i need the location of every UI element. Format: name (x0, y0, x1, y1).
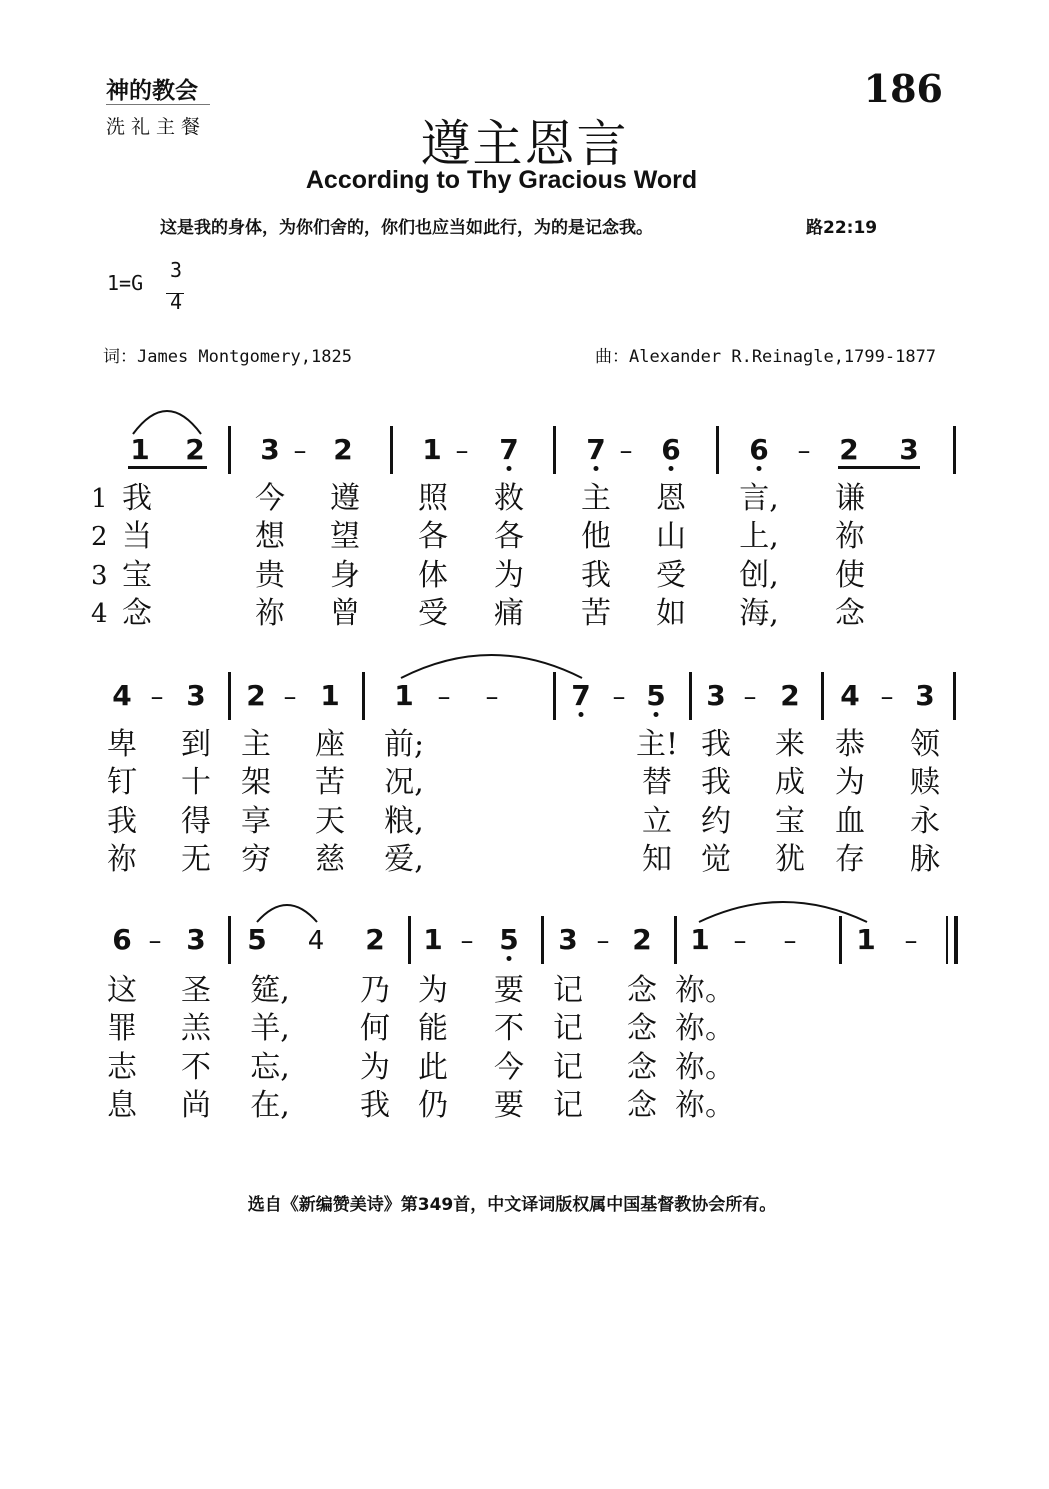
lyric-char: 记 (553, 1088, 583, 1123)
lyric-char: 领 (910, 727, 940, 762)
duration-dash: – (880, 682, 894, 712)
duration-dash: – (733, 926, 747, 956)
title-chinese: 遵主恩言 (420, 115, 629, 173)
lyric-char: 上, (739, 519, 779, 554)
duration-dash: – (150, 682, 164, 712)
lyric-char: 照 (418, 481, 448, 516)
lyric-char: 况, (384, 765, 424, 800)
duration-dash: – (619, 436, 633, 466)
lyric-char: 言, (739, 481, 779, 516)
note: 1 (320, 679, 340, 712)
lyric-char: 他 (581, 519, 611, 554)
lyric-char: 恭 (835, 727, 865, 762)
lyric-char: 宝 (122, 558, 152, 593)
lyric-char: 前; (383, 727, 425, 762)
lyric-char: 念 (122, 596, 152, 631)
note: 3 (915, 679, 935, 712)
lyric-char: 粮, (384, 804, 424, 839)
lyric-char: 永 (910, 804, 940, 839)
lyric-char: 如 (656, 596, 686, 631)
note: 3 (899, 433, 919, 466)
lyric-char: 享 (241, 804, 271, 839)
lyric-char: 痛 (494, 596, 524, 631)
lyric-char: 穷 (241, 842, 271, 877)
lyric-char: 曾 (330, 596, 360, 631)
duration-dash: – (596, 926, 610, 956)
duration-dash: – (743, 682, 757, 712)
lyric-char: 我 (122, 481, 152, 516)
lyric-char: 念 (627, 1050, 657, 1085)
lyric-char: 苦 (581, 596, 611, 631)
lyric-char: 要 (494, 1088, 524, 1123)
lyric-char: 望 (330, 519, 360, 554)
lyric-char: 为 (418, 973, 448, 1008)
lyric-char: 我 (701, 727, 731, 762)
lyric-char: 贵 (255, 558, 285, 593)
lyric-char: 记 (553, 973, 583, 1008)
duration-dash: – (148, 926, 162, 956)
lyric-char: 念 (627, 1011, 657, 1046)
note: 3 (186, 679, 206, 712)
slur (133, 411, 201, 434)
copyright-footer: 选自《新编赞美诗》第349首，中文译词版权属中国基督教协会所有。 (247, 1195, 777, 1215)
note: 2 (365, 923, 385, 956)
scripture-reference: 路22:19 (806, 218, 878, 238)
note: 2 (780, 679, 800, 712)
hymn-number: 186 (863, 66, 943, 111)
note: 1 (394, 679, 414, 712)
lyric-char: 到 (181, 727, 211, 762)
note: 7 (571, 679, 591, 712)
lyric-char: 十 (181, 765, 211, 800)
lyric-char: 山 (656, 519, 686, 554)
lyric-char: 使 (835, 558, 865, 593)
lyric-char: 要 (494, 973, 524, 1008)
lyric-char: 祢。 (675, 1011, 735, 1046)
lyric-char: 仍 (418, 1088, 448, 1123)
lyric-char: 受 (656, 558, 686, 593)
lyric-char: 钉 (107, 765, 137, 800)
lyric-char: 不 (494, 1011, 524, 1046)
lyric-char: 爱, (384, 842, 424, 877)
lyric-char: 志 (107, 1050, 137, 1085)
title-english: According to Thy Gracious Word (305, 166, 698, 194)
slur (257, 905, 317, 922)
note: 4 (112, 679, 132, 712)
note: 6 (661, 433, 681, 466)
duration-dash: – (797, 436, 811, 466)
lyric-char: 犹 (775, 842, 805, 877)
lyric-char: 祢 (835, 519, 865, 554)
note: 2 (185, 433, 205, 466)
duration-dash: – (460, 926, 474, 956)
lyric-char: 祢。 (675, 973, 735, 1008)
slur (699, 902, 867, 922)
lyric-char: 祢 (255, 596, 285, 631)
lyric-char: 不 (181, 1050, 211, 1085)
duration-dash: – (437, 682, 451, 712)
time-signature-bottom: 4 (169, 290, 183, 314)
lyric-char: 祢。 (675, 1050, 735, 1085)
lyric-char: 谦 (835, 481, 865, 516)
note: 6 (749, 433, 769, 466)
lyric-char: 约 (701, 804, 731, 839)
lyric-char: 我 (581, 558, 611, 593)
lyric-char: 何 (360, 1011, 390, 1046)
lyric-char: 恩 (656, 481, 686, 516)
lyric-char: 苦 (315, 765, 345, 800)
lyric-char: 无 (181, 842, 211, 877)
lyric-char: 想 (255, 519, 285, 554)
lyric-char: 圣 (181, 973, 211, 1008)
note: 1 (130, 433, 150, 466)
lyric-char: 今 (494, 1050, 524, 1085)
lyric-char: 血 (835, 804, 865, 839)
lyric-char: 今 (255, 481, 285, 516)
lyric-char: 成 (775, 765, 805, 800)
note: 3 (558, 923, 578, 956)
duration-dash: – (293, 436, 307, 466)
lyric-char: 祢 (107, 842, 137, 877)
lyric-char: 主 (581, 481, 611, 516)
duration-dash: – (485, 682, 499, 712)
note: 1 (690, 923, 710, 956)
note: 6 (112, 923, 132, 956)
lyric-char: 身 (330, 558, 360, 593)
lyric-char: 创, (739, 558, 779, 593)
duration-dash: – (283, 682, 297, 712)
category-main: 神的教会 (106, 78, 198, 104)
note: 5 (646, 679, 666, 712)
lyric-char: 尚 (181, 1088, 211, 1123)
note: 3 (260, 433, 280, 466)
duration-dash: – (904, 926, 918, 956)
duration-dash: – (612, 682, 626, 712)
lyric-char: 我 (701, 765, 731, 800)
lyric-char: 念 (627, 973, 657, 1008)
slur (401, 655, 582, 678)
lyric-char: 各 (418, 519, 448, 554)
lyric-char: 来 (775, 727, 805, 762)
note: 2 (632, 923, 652, 956)
verse-number: 1 (91, 484, 108, 514)
lyric-char: 座 (315, 727, 345, 762)
category-sub: 洗礼主餐 (106, 116, 207, 138)
lyric-char: 当 (122, 519, 152, 554)
lyric-char: 卑 (107, 727, 137, 762)
lyric-char: 为 (360, 1050, 390, 1085)
lyric-char: 这 (107, 973, 137, 1008)
lyricist-credit: 词：James Montgomery,1825 (103, 347, 352, 367)
lyric-char: 知 (642, 842, 672, 877)
lyric-char: 替 (642, 765, 672, 800)
lyric-char: 念 (835, 596, 865, 631)
note: 2 (839, 433, 859, 466)
note: 3 (186, 923, 206, 956)
duration-dash: – (455, 436, 469, 466)
lyric-char: 赎 (910, 765, 940, 800)
lyric-char: 念 (627, 1088, 657, 1123)
note: 1 (422, 433, 442, 466)
duration-dash: 4 (307, 926, 325, 956)
note: 2 (246, 679, 266, 712)
lyric-char: 记 (553, 1011, 583, 1046)
note: 5 (247, 923, 267, 956)
note: 7 (499, 433, 519, 466)
note: 2 (333, 433, 353, 466)
lyric-char: 架 (241, 765, 271, 800)
lyric-char: 忘, (250, 1050, 290, 1085)
lyric-char: 在, (250, 1088, 290, 1123)
lyric-char: 天 (315, 804, 345, 839)
lyric-char: 祢。 (675, 1088, 735, 1123)
lyric-char: 各 (494, 519, 524, 554)
lyric-char: 脉 (910, 842, 940, 877)
lyric-char: 息 (107, 1088, 137, 1123)
key-signature: 1=G (107, 271, 144, 295)
lyric-char: 记 (553, 1050, 583, 1085)
lyric-char: 羊, (250, 1011, 290, 1046)
lyric-char: 觉 (701, 842, 731, 877)
lyric-char: 罪 (107, 1011, 137, 1046)
scripture-verse: 这是我的身体，为你们舍的，你们也应当如此行，为的是记念我。 (160, 218, 653, 238)
lyric-char: 海, (739, 596, 779, 631)
lyric-char: 羔 (181, 1011, 211, 1046)
lyric-char: 立 (642, 804, 672, 839)
note: 4 (840, 679, 860, 712)
lyric-char: 宝 (775, 804, 805, 839)
lyric-char: 我 (107, 804, 137, 839)
lyric-char: 得 (181, 804, 211, 839)
lyric-char: 存 (835, 842, 865, 877)
lyric-char: 乃 (360, 973, 390, 1008)
time-signature-top: 3 (169, 258, 183, 282)
note: 7 (586, 433, 606, 466)
duration-dash: – (783, 926, 797, 956)
verse-number: 2 (91, 522, 108, 552)
lyric-char: 主 (241, 727, 271, 762)
lyric-char: 体 (418, 558, 448, 593)
lyric-char: 救 (494, 481, 524, 516)
lyric-char: 为 (494, 558, 524, 593)
lyric-char: 筵, (250, 973, 290, 1008)
lyric-char: 为 (835, 765, 865, 800)
lyric-char: 能 (418, 1011, 448, 1046)
note: 1 (423, 923, 443, 956)
lyric-char: 此 (418, 1050, 448, 1085)
note: 1 (856, 923, 876, 956)
note: 3 (706, 679, 726, 712)
lyric-char: 我 (360, 1088, 390, 1123)
lyric-char: 受 (418, 596, 448, 631)
note: 5 (499, 923, 519, 956)
verse-number: 4 (91, 599, 108, 629)
lyric-char: 遵 (330, 481, 360, 516)
lyric-char: 主! (635, 727, 679, 762)
verse-number: 3 (91, 561, 108, 591)
lyric-char: 慈 (315, 842, 345, 877)
composer-credit: 曲：Alexander R.Reinagle,1799-1877 (595, 347, 937, 367)
